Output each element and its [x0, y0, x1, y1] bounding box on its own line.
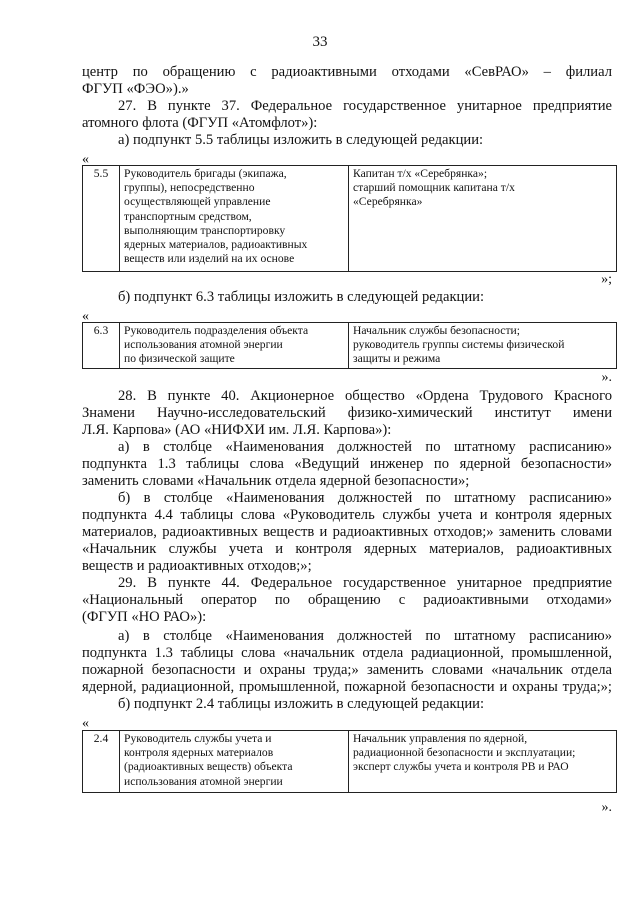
table-5-5 [82, 165, 617, 272]
text-line: Знамени Научно-исследовательский физико-химический институт имени [82, 405, 612, 421]
table-cell-num: 6.3 [83, 323, 120, 369]
text-line: ФГУП «ФЭО»).» [82, 81, 189, 97]
quote-close: ». [601, 370, 612, 385]
quote-close: »; [601, 272, 612, 287]
text-line: б) подпункт 6.3 таблицы изложить в следующей редакции: [118, 289, 485, 305]
table-cell-position: Руководитель бригады (экипажа, группы), непосредственно осуществляющей управление транспортным средством, выполняющим транспортировку ядерных материалов, радиоактивных веществ или изделий на их основе [120, 166, 349, 272]
table-cell-title: Начальник службы безопасности; руководитель группы системы физической защиты и режима [349, 323, 617, 369]
table-cell-num: 2.4 [83, 731, 120, 793]
text-line: Л.Я. Карпова» (АО «НИФХИ им. Л.Я. Карпова»): [82, 422, 392, 438]
text-line: 27. В пункте 37. Федеральное государственное унитарное предприятие [118, 98, 612, 114]
text-line: веществ и радиоактивных отходов;»; [82, 558, 312, 574]
text-line: (ФГУП «НО РАО»): [82, 609, 207, 625]
text-line: а) в столбце «Наименования должностей по штатному расписанию» [118, 628, 612, 644]
table-cell-num: 5.5 [83, 166, 120, 272]
table-cell-position: Руководитель службы учета и контроля ядерных материалов (радиоактивных веществ) объекта использования атомной энергии [120, 731, 349, 793]
quote-open: « [82, 716, 89, 731]
text-line: подпункта 4.4 таблицы слова «Руководитель службы учета и контроля ядерных [82, 507, 612, 523]
table-2-4 [82, 730, 617, 793]
text-line: «Начальник службы учета и контроля ядерных материалов, радиоактивных [82, 541, 612, 557]
text-line: заменить словами «Начальник отдела ядерной безопасности»; [82, 473, 470, 489]
text-line: а) в столбце «Наименования должностей по штатному расписанию» [118, 439, 612, 455]
text-line: ядерной, радиационной, промышленной, пожарной безопасности и охраны труда;»; [82, 679, 612, 695]
quote-open: « [82, 309, 89, 324]
text-line: центр по обращению с радиоактивными отходами «СевРАО» – филиал [82, 64, 612, 80]
text-line: б) в столбце «Наименования должностей по штатному расписанию» [118, 490, 612, 506]
table-cell-title: Капитан т/х «Серебрянка»; старший помощник капитана т/х «Серебрянка» [349, 166, 617, 272]
text-line: подпункта 1.3 таблицы слова «начальник отдела радиационной, промышленной, [82, 645, 612, 661]
quote-open: « [82, 152, 89, 167]
text-line: «Национальный оператор по обращению с радиоактивными отходами» [82, 592, 612, 608]
table-6-3 [82, 322, 617, 369]
text-line: 29. В пункте 44. Федеральное государственное унитарное предприятие [118, 575, 612, 591]
text-line: б) подпункт 2.4 таблицы изложить в следующей редакции: [118, 696, 485, 712]
text-line: а) подпункт 5.5 таблицы изложить в следующей редакции: [118, 132, 484, 148]
text-line: пожарной безопасности и охраны труда;» заменить словами «начальник отдела [82, 662, 612, 678]
text-line: 28. В пункте 40. Акционерное общество «Ордена Трудового Красного [118, 388, 612, 404]
text-line: атомного флота (ФГУП «Атомфлот»): [82, 115, 318, 131]
table-cell-title: Начальник управления по ядерной, радиационной безопасности и эксплуатации; эксперт службы учета и контроля РВ и РАО [349, 731, 617, 793]
table-cell-position: Руководитель подразделения объекта использования атомной энергии по физической защите [120, 323, 349, 369]
text-line: подпункта 1.3 таблицы слова «Ведущий инженер по ядерной безопасности» [82, 456, 612, 472]
quote-close: ». [601, 800, 612, 815]
page-number: 33 [312, 34, 328, 50]
text-line: материалов, радиоактивных веществ и радиоактивных отходов;» заменить словами [82, 524, 612, 540]
